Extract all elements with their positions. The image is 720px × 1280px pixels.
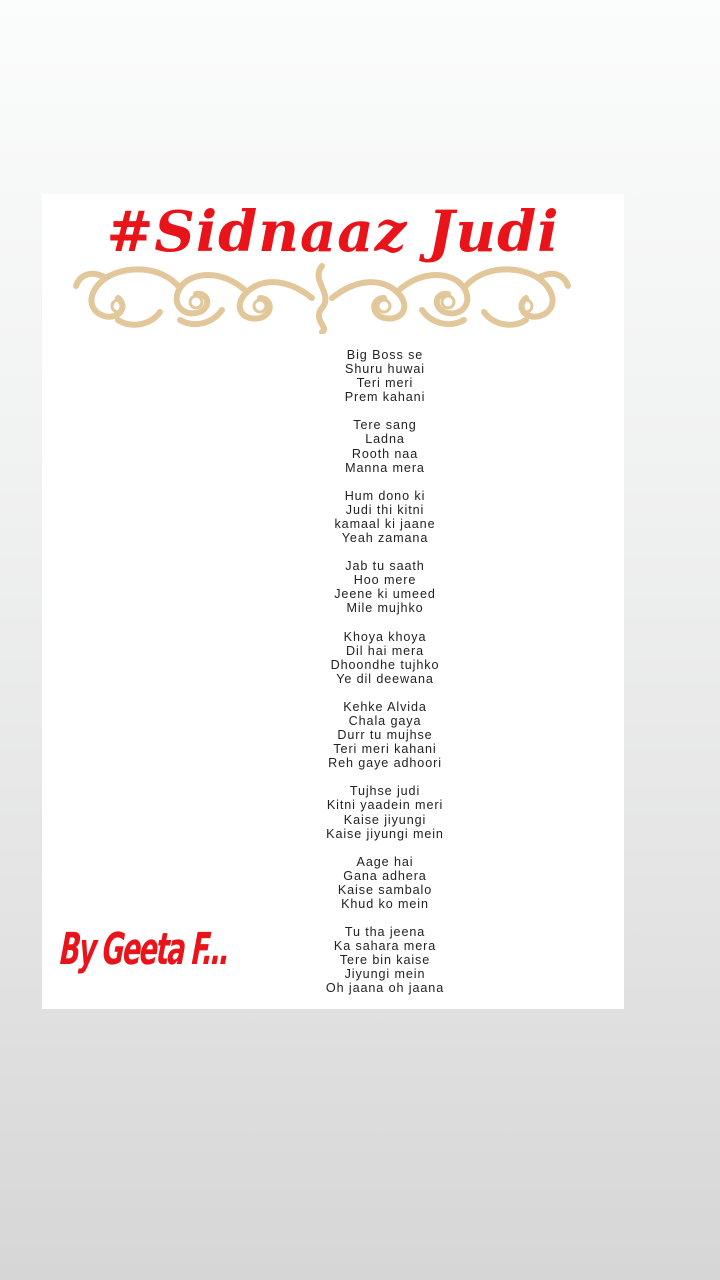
poem-stanza bbox=[282, 855, 488, 911]
poem-line: Kitni yaadein meri bbox=[326, 798, 444, 813]
poem-line: Durr tu mujhse bbox=[337, 728, 433, 743]
poem-stanza bbox=[282, 925, 488, 995]
poem-line: Kaise jiyungi mein bbox=[326, 826, 444, 841]
poem-stanza bbox=[282, 348, 488, 404]
poem-body bbox=[282, 348, 488, 1009]
poem-stanza bbox=[282, 700, 488, 770]
poem-line: Prem kahani bbox=[344, 390, 426, 405]
poem-line: Tere sang bbox=[353, 418, 417, 433]
poem-stanza bbox=[282, 630, 488, 686]
poem-line: Chala gaya bbox=[348, 713, 422, 728]
poem-line: Dhoondhe tujhko bbox=[330, 657, 440, 672]
poem-line: Hoo mere bbox=[353, 573, 417, 588]
poem-line: Shuru huwai bbox=[345, 362, 425, 377]
poem-line: Ye dil deewana bbox=[336, 671, 434, 686]
poem-line: Teri meri bbox=[356, 376, 414, 391]
poem-line: Teri meri kahani bbox=[333, 742, 437, 757]
poem-line: Reh gaye adhoori bbox=[328, 756, 442, 771]
poem-line: Tere bin kaise bbox=[339, 953, 431, 968]
poem-line: Manna mera bbox=[345, 460, 425, 475]
poem-line: Kehke Alvida bbox=[343, 699, 427, 714]
author-signature: By Geeta F... bbox=[58, 924, 230, 975]
poem-line: Big Boss se bbox=[346, 348, 424, 362]
poem-line: Aage hai bbox=[356, 854, 414, 869]
poem-stanza bbox=[282, 559, 488, 615]
poem-line: Tu tha jeena bbox=[344, 925, 426, 940]
poem-line: Hum dono ki bbox=[344, 488, 426, 503]
poem-card bbox=[42, 194, 624, 1009]
poem-line: Ladna bbox=[365, 432, 405, 447]
poem-line: Yeah zamana bbox=[341, 531, 429, 546]
poem-line: Gana adhera bbox=[343, 868, 427, 883]
poem-line: Kaise jiyungi bbox=[343, 812, 427, 827]
poem-line: Oh jaana oh jaana bbox=[325, 981, 445, 996]
poem-stanza bbox=[282, 784, 488, 840]
poem-line: Dil hai mera bbox=[346, 643, 424, 658]
poem-line: Jab tu saath bbox=[345, 559, 425, 574]
poem-line: kamaal ki jaane bbox=[334, 516, 436, 531]
poem-line: Jeene ki umeed bbox=[334, 587, 436, 602]
poem-line: Khud ko mein bbox=[341, 897, 429, 911]
poem-line: Jiyungi mein bbox=[344, 967, 426, 982]
poem-line: Kaise sambalo bbox=[337, 882, 433, 897]
poem-line: Judi thi kitni bbox=[345, 502, 425, 517]
poem-line: Ka sahara mera bbox=[333, 939, 437, 954]
poem-stanza bbox=[282, 418, 488, 474]
poem-line: Rooth naa bbox=[351, 446, 419, 461]
poem-title: #Sidnaaz Judi bbox=[106, 199, 560, 265]
poem-line: Mile mujhko bbox=[346, 601, 424, 616]
poem-line: Khoya khoya bbox=[343, 629, 427, 644]
poem-line: Tujhse judi bbox=[349, 784, 421, 799]
ornament-flourish-icon bbox=[72, 258, 572, 334]
poem-stanza bbox=[282, 489, 488, 545]
